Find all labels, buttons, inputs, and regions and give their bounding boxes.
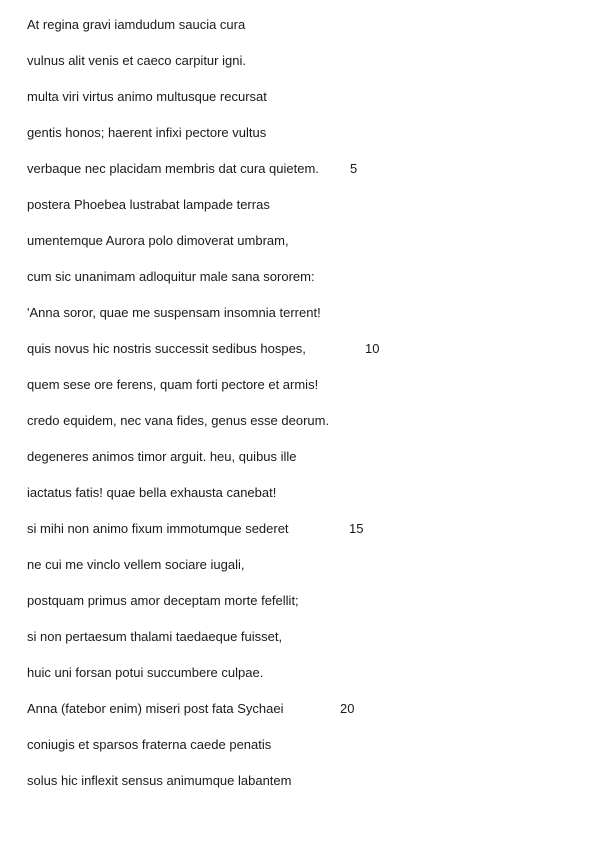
poem-line <box>27 231 587 267</box>
poem-line-text: si mihi non animo fixum immotumque sederet <box>27 521 289 536</box>
line-number: 10 <box>365 341 380 356</box>
poem-line <box>27 375 587 411</box>
poem-line-text: vulnus alit venis et caeco carpitur igni. <box>27 53 246 68</box>
poem-line-text: si non pertaesum thalami taedaeque fuisset, <box>27 629 283 644</box>
poem-line <box>27 519 587 555</box>
poem-line-text: postera Phoebea lustrabat lampade terras <box>27 197 270 212</box>
poem-line-text: huic uni forsan potui succumbere culpae. <box>27 665 264 680</box>
line-number: 20 <box>340 701 355 716</box>
poem-line <box>27 699 587 735</box>
poem-line-text: quem sese ore ferens, quam forti pectore et armis! <box>27 377 319 392</box>
poem-line <box>27 51 587 87</box>
poem-line <box>27 447 587 483</box>
poem-line-text: At regina gravi iamdudum saucia cura <box>27 17 246 32</box>
poem-line-text: quis novus hic nostris successit sedibus hospes, <box>27 341 306 356</box>
poem-line <box>27 87 587 123</box>
poem-line <box>27 627 587 663</box>
poem-line <box>27 411 587 447</box>
poem-line <box>27 303 587 339</box>
poem-line <box>27 159 587 195</box>
poem-line-text: postquam primus amor deceptam morte fefellit; <box>27 593 299 608</box>
poem-line-text: iactatus fatis! quae bella exhausta canebat! <box>27 485 277 500</box>
poem-line <box>27 195 587 231</box>
poem-line-text: verbaque nec placidam membris dat cura quietem. <box>27 161 319 176</box>
poem-line-text: umentemque Aurora polo dimoverat umbram, <box>27 233 289 248</box>
poem-line-text: credo equidem, nec vana fides, genus esse deorum. <box>27 413 330 428</box>
poem-line-text: cum sic unanimam adloquitur male sana sororem: <box>27 269 315 284</box>
line-number: 5 <box>350 161 358 176</box>
poem-line-text: coniugis et sparsos fraterna caede penatis <box>27 737 272 752</box>
poem-line <box>27 339 587 375</box>
poem-line-text: ne cui me vinclo vellem sociare iugali, <box>27 557 245 572</box>
poem-line <box>27 771 587 807</box>
poem-line <box>27 15 587 51</box>
poem-line-text: solus hic inflexit sensus animumque labantem <box>27 773 292 788</box>
poem-line-text: 'Anna soror, quae me suspensam insomnia terrent! <box>27 305 321 320</box>
poem-line <box>27 555 587 591</box>
poem-line <box>27 591 587 627</box>
poem-line-text: Anna (fatebor enim) miseri post fata Sychaei <box>27 701 284 716</box>
line-number: 15 <box>349 521 364 536</box>
poem-line <box>27 267 587 303</box>
poem-text <box>27 15 587 807</box>
poem-line-text: degeneres animos timor arguit. heu, quibus ille <box>27 449 297 464</box>
poem-line-text: gentis honos; haerent infixi pectore vultus <box>27 125 267 140</box>
poem-line <box>27 123 587 159</box>
poem-line <box>27 735 587 771</box>
poem-line <box>27 483 587 519</box>
poem-line-text: multa viri virtus animo multusque recursat <box>27 89 267 104</box>
poem-line <box>27 663 587 699</box>
